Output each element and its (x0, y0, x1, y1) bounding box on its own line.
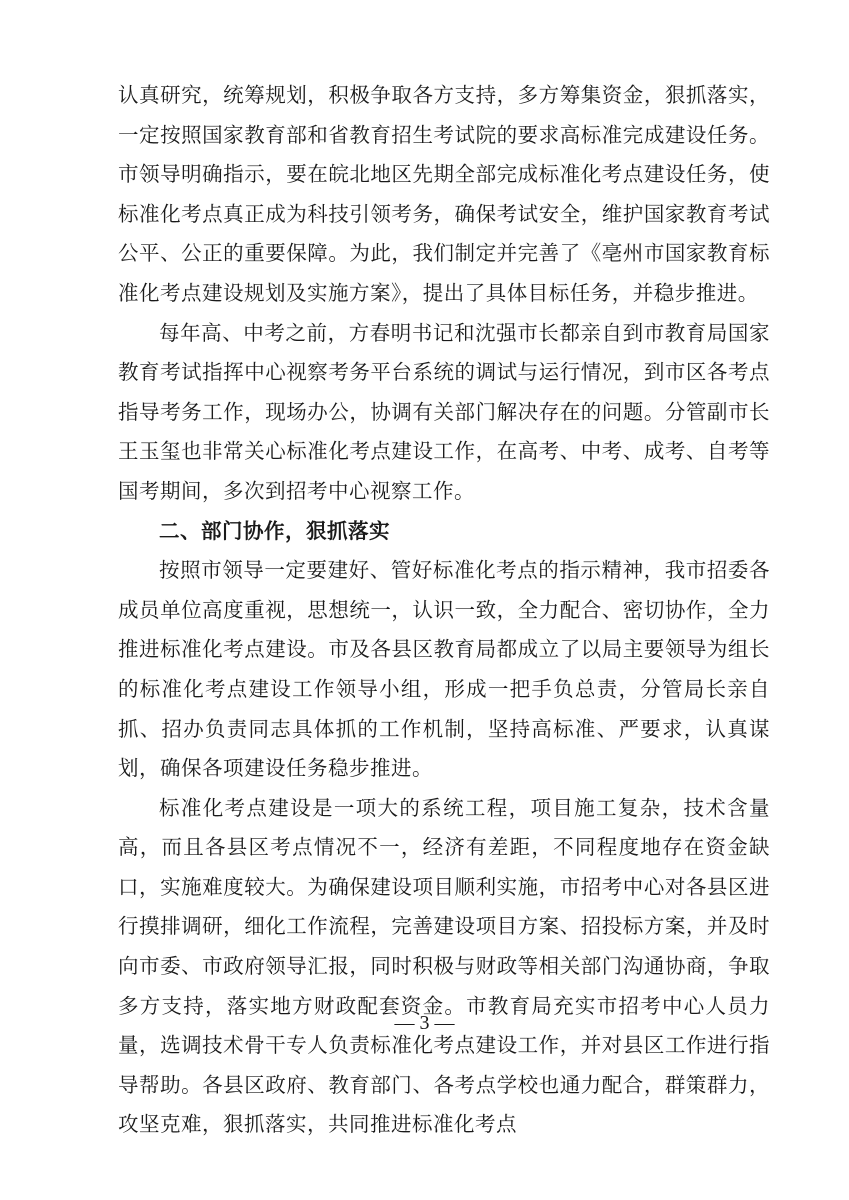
paragraph-1: 认真研究，统筹规划，积极争取各方支持，多方筹集资金，狠抓落实，一定按照国家教育部和省教育招生考试院的要求高标准完成建设任务。市领导明确指示，要在皖北地区先期全部完成标准化考点建设任务，使标准化考点真正成为科技引领考务，确保考试安全，维护国家教育考试公平、公正的重要保障。为此，我们制定并完善了《亳州市国家教育标准化考点建设规划及实施方案》，提出了具体目标任务，并稳步推进。 (118, 83, 770, 305)
paragraph-3: 按照市领导一定要建好、管好标准化考点的指示精神，我市招委各成员单位高度重视，思想统一，认识一致，全力配合、密切协作，全力推进标准化考点建设。市及各县区教育局都成立了以局主要领导为组长的标准化考点建设工作领导小组，形成一把手负总责，分管局长亲自抓、招办负责同志具体抓的工作机制，坚持高标准、严要求，认真谋划，确保各项建设任务稳步推进。 (118, 558, 770, 781)
section-heading: 二、部门协作，狠抓落实 (159, 518, 390, 543)
document-body (118, 76, 770, 1145)
paragraph-2: 每年高、中考之前，方春明书记和沈强市长都亲自到市教育局国家教育考试指挥中心视察考务平台系统的调试与运行情况，到市区各考点指导考务工作，现场办公，协调有关部门解决存在的问题。分管副市长王玉玺也非常关心标准化考点建设工作，在高考、中考、成考、自考等国考期间，多次到招考中心视察工作。 (118, 320, 770, 503)
paragraph-4: 标准化考点建设是一项大的系统工程，项目施工复杂，技术含量高，而且各县区考点情况不一，经济有差距，不同程度地存在资金缺口，实施难度较大。为确保建设项目顺利实施，市招考中心对各县区进行摸排调研，细化工作流程，完善建设项目方案、招投标方案，并及时向市委、市政府领导汇报，同时积极与财政等相关部门沟通协商，争取多方支持，落实地方财政配套资金。市教育局充实市招考中心人员力量，选调技术骨干专人负责标准化考点建设工作，并对县区工作进行指导帮助。各县区政府、教育部门、各考点学校也通力配合，群策群力，攻坚克难，狠抓落实，共同推进标准化考点 (118, 795, 770, 1137)
page-number: — 3 — (394, 1012, 455, 1034)
